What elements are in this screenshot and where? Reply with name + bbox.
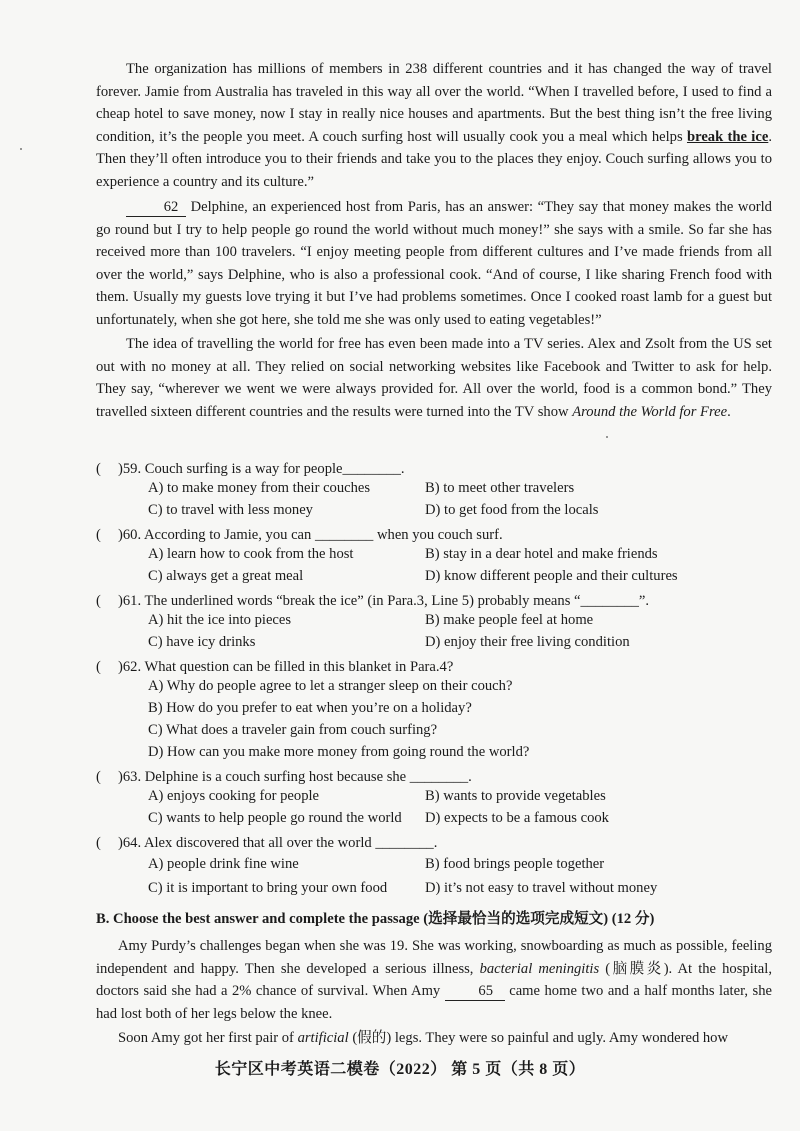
option-d: D) expects to be a famous cook — [425, 810, 609, 826]
question-stem: )61. The underlined words “break the ice” (in Para.3, Line 5) probably means “________”. — [118, 593, 650, 609]
answer-paren: ( — [96, 835, 101, 851]
option-a: A) Why do people agree to let a stranger sleep on their couch? — [148, 678, 513, 694]
passage-paragraph-1: The organization has millions of members in 238 different countries and it has changed the way of travel forever. Jamie from Australia has traveled in this way all over the world. “When I travelled before, I used to find a cheap hotel to save money, now I stay in really nice houses and apartments. But the best thing isn’t the free living condition, it’s the people you meet. A couch surfing host will usually cook you a meal which helps break the ice. Then they’ll often introduce you to their friends and take you to the places they enjoy. Couch surfing allows you to experience a country and its culture.” — [96, 61, 772, 190]
option-c: C) have icy drinks — [148, 634, 256, 650]
option-c: C) What does a traveler gain from couch surfing? — [148, 722, 438, 738]
option-d: D) it’s not easy to travel without money — [425, 880, 658, 896]
tv-show-title: Around the World for Free — [572, 403, 728, 420]
option-a: A) hit the ice into pieces — [148, 612, 292, 628]
question-stem: )63. Delphine is a couch surfing host because she ________. — [118, 769, 472, 785]
question-stem: )64. Alex discovered that all over the world ________. — [118, 835, 438, 851]
question-stem: )59. Couch surfing is a way for people________. — [118, 461, 405, 477]
option-c: C) it is important to bring your own food — [148, 880, 388, 896]
option-b: B) stay in a dear hotel and make friends — [425, 546, 658, 562]
answer-paren: ( — [96, 461, 101, 477]
option-b: B) How do you prefer to eat when you’re on a holiday? — [148, 700, 472, 716]
option-b: B) wants to provide vegetables — [425, 788, 606, 804]
blank-65: 65 — [445, 983, 505, 1001]
section-b-heading: B. Choose the best answer and complete the passage (选择最恰当的选项完成短文) (12 分) — [96, 911, 655, 927]
answer-paren: ( — [96, 527, 101, 543]
answer-paren: ( — [96, 659, 101, 675]
option-d: D) to get food from the locals — [425, 502, 599, 518]
question-stem: )62. What question can be filled in this blanket in Para.4? — [118, 659, 454, 675]
option-b: B) make people feel at home — [425, 612, 594, 628]
answer-paren: ( — [96, 769, 101, 785]
question-stem: )60. According to Jamie, you can ________ when you couch surf. — [118, 527, 503, 543]
option-c: C) always get a great meal — [148, 568, 304, 584]
option-a: A) to make money from their couches — [148, 480, 371, 496]
option-d: D) How can you make more money from going round the world? — [148, 744, 530, 760]
section-b-paragraph-2: Soon Amy got her first pair of artificial (假的) legs. They were so painful and ugly. Amy wondered how — [118, 1030, 729, 1046]
section-b-paragraph-1: Amy Purdy’s challenges began when she was 19. She was working, snowboarding as much as possible, feeling independent and happy. Then she developed a serious illness, bacterial meningitis (脑膜炎). At the hospital, doctors said she had a 2% chance of survival. When Amy 65 came home two and a half months later, she had lost both of her legs below the knee. — [96, 938, 772, 1022]
scan-speck — [606, 436, 608, 438]
scan-speck — [20, 148, 22, 150]
page-footer: 长宁区中考英语二模卷（2022） 第 5 页（共 8 页） — [214, 1061, 586, 1078]
option-a: A) learn how to cook from the host — [148, 546, 354, 562]
blank-62: 62 — [126, 199, 186, 217]
answer-paren: ( — [96, 593, 101, 609]
underlined-phrase: break the ice — [686, 128, 769, 145]
option-c: C) wants to help people go round the world — [148, 810, 402, 826]
option-d: D) enjoy their free living condition — [425, 634, 630, 650]
passage-paragraph-2: 62 Delphine, an experienced host from Paris, has an answer: “They say that money makes the world go round but I try to help people go round the world without much money!” she says with a smile. So far she has received more than 100 travelers. “I enjoy meeting people from different cultures and I’ve made friends from all over the world,” says Delphine, who is also a professional cook. “And of course, I like sharing French food with them. Usually my guests love trying it but I’ve had problems sometimes. Once I cooked roast lamb for a guest but unfortunately, when she got here, she told me she was only used to eating vegetables!” — [96, 199, 772, 328]
medical-term: bacterial meningitis — [479, 960, 600, 977]
option-a: A) people drink fine wine — [148, 856, 299, 872]
option-b: B) to meet other travelers — [425, 480, 575, 496]
option-a: A) enjoys cooking for people — [148, 788, 320, 804]
option-c: C) to travel with less money — [148, 502, 313, 518]
passage-paragraph-3: The idea of travelling the world for free has even been made into a TV series. Alex and Zsolt from the US set out with no money at all. They relied on social networking websites like Facebook and Twitter to ask for help. They say, “wherever we went we were always provided for. All over the world, food is a common bond.” They travelled sixteen different countries and the results were turned into the TV show Around the World for Free. — [96, 336, 772, 420]
option-d: D) know different people and their cultures — [425, 568, 678, 584]
artificial-term: artificial — [297, 1030, 349, 1046]
option-b: B) food brings people together — [425, 856, 605, 872]
